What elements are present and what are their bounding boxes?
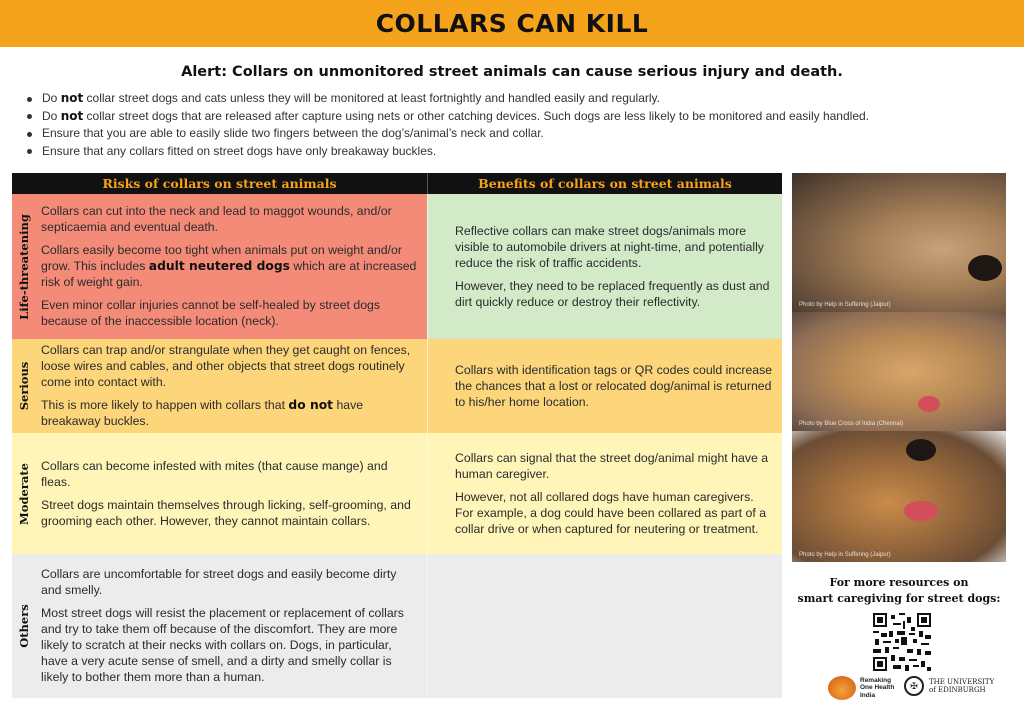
benefit-cell	[427, 194, 782, 339]
risk-text: Collars can trap and/or strangulate when they get caught on fences, loose wires and cables, and other objects that street dogs routinely come into contact with.	[41, 343, 411, 389]
dog-neck-wound-photo	[792, 312, 1006, 431]
risk-text: Collars are uncomfortable for street dogs and easily become dirty and smelly.	[41, 567, 397, 597]
benefit-text: However, not all collared dogs have human caregivers. For example, a dog could have been collared as part of a collar drive or when captured for neutering or treatment.	[455, 489, 767, 536]
risk-text: Most street dogs will resist the placement or replacement of collars and try to take them off because of the discomfort. They are more likely to scratch at their necks with collars on. Dogs, in particular, have a very acute sense of smell, and a dirty and smelly collar is likely to bother them more than a human.	[41, 606, 404, 684]
row-label: Moderate	[12, 433, 36, 554]
benefit-text: Collars can signal that the street dog/animal might have a human caregiver.	[455, 450, 769, 481]
benefit-text: Collars with identification tags or QR codes could increase the chances that a lost or relocated dog/animal is returned to his/her home location.	[455, 362, 773, 409]
guidance-item: Do not collar street dogs and cats unless they will be monitored at least fortnightly and handled easily and regularly.	[22, 90, 1012, 108]
benefit-cell	[427, 433, 782, 554]
guidance-item: Ensure that you are able to easily slide two fingers between the dog’s/animal’s neck and collar.	[22, 125, 1012, 143]
benefit-text: However, they need to be replaced frequently as dust and dirt quickly reduce or destroy their reflectivity.	[455, 278, 770, 309]
photo-caption: Photo by Help in Suffering (Jaipur)	[799, 552, 891, 558]
row-label: Others	[12, 554, 36, 698]
alert-heading: Alert: Collars on unmonitored street animals can cause serious injury and death.	[181, 64, 843, 80]
remaking-one-health-mark-icon	[828, 676, 856, 700]
photo-caption: Photo by Blue Cross of India (Chennai)	[799, 421, 904, 427]
risks-column-header: Risks of collars on street animals	[102, 176, 337, 191]
guidance-item: Ensure that any collars fitted on street dogs have only breakaway buckles.	[22, 143, 1012, 161]
photo-caption: Photo by Help in Suffering (Jaipur)	[799, 302, 891, 308]
risk-text: Collars can cut into the neck and lead to maggot wounds, and/or septicaemia and eventual death.	[41, 204, 392, 234]
risk-text: Street dogs maintain themselves through licking, self-grooming, and grooming each other. However, they cannot maintain collars.	[41, 497, 411, 528]
table-row-serious	[12, 339, 782, 433]
risk-text: This is more likely to happen with collars that do not have breakaway buckles.	[41, 398, 364, 428]
dog-neck-wound-photo	[792, 431, 1006, 562]
risk-text: Even minor collar injuries cannot be self-healed by street dogs because of the inaccessible location (neck).	[41, 298, 381, 328]
risk-cell	[36, 554, 427, 698]
risks-benefits-table	[12, 173, 782, 698]
remaking-one-health-logo: Remaking One Health India	[828, 676, 894, 700]
risk-text: Collars easily become too tight when animals put on weight and/or grow. This includes adult neutered dogs which are at increased risk of weight gain.	[41, 243, 417, 289]
qr-code-icon[interactable]	[873, 613, 931, 671]
benefit-cell-empty	[427, 554, 782, 698]
benefits-column-header: Benefits of collars on street animals	[427, 173, 782, 194]
row-label: Serious	[12, 339, 36, 433]
guidance-list	[22, 90, 1012, 160]
page-header	[0, 0, 1024, 47]
table-row-others	[12, 554, 782, 698]
table-header	[12, 173, 782, 194]
benefit-text: Reflective collars can make street dogs/animals more visible to automobile drivers at night-time, and potentially reduce the risk of traffic accidents.	[455, 223, 764, 270]
risk-cell	[36, 194, 427, 339]
table-row-life-threatening	[12, 194, 782, 339]
page-title: COLLARS CAN KILL	[375, 9, 649, 38]
guidance-item: Do not collar street dogs that are released after capture using nets or other catching devices. Such dogs are less likely to be monitored and easily handled.	[22, 108, 1012, 126]
resources-text: For more resources on smart caregiving for street dogs:	[797, 576, 1001, 605]
risk-cell	[36, 339, 427, 433]
university-of-edinburgh-logo: ✠ THE UNIVERSITY of EDINBURGH	[904, 676, 994, 696]
risk-cell	[36, 433, 427, 554]
row-label: Life-threatening	[12, 194, 36, 339]
dog-neck-wound-photo	[792, 173, 1006, 312]
risk-text: Collars can become infested with mites (that cause mange) and fleas.	[41, 458, 388, 489]
table-row-moderate	[12, 433, 782, 554]
edinburgh-crest-icon: ✠	[904, 676, 924, 696]
benefit-cell	[427, 339, 782, 433]
